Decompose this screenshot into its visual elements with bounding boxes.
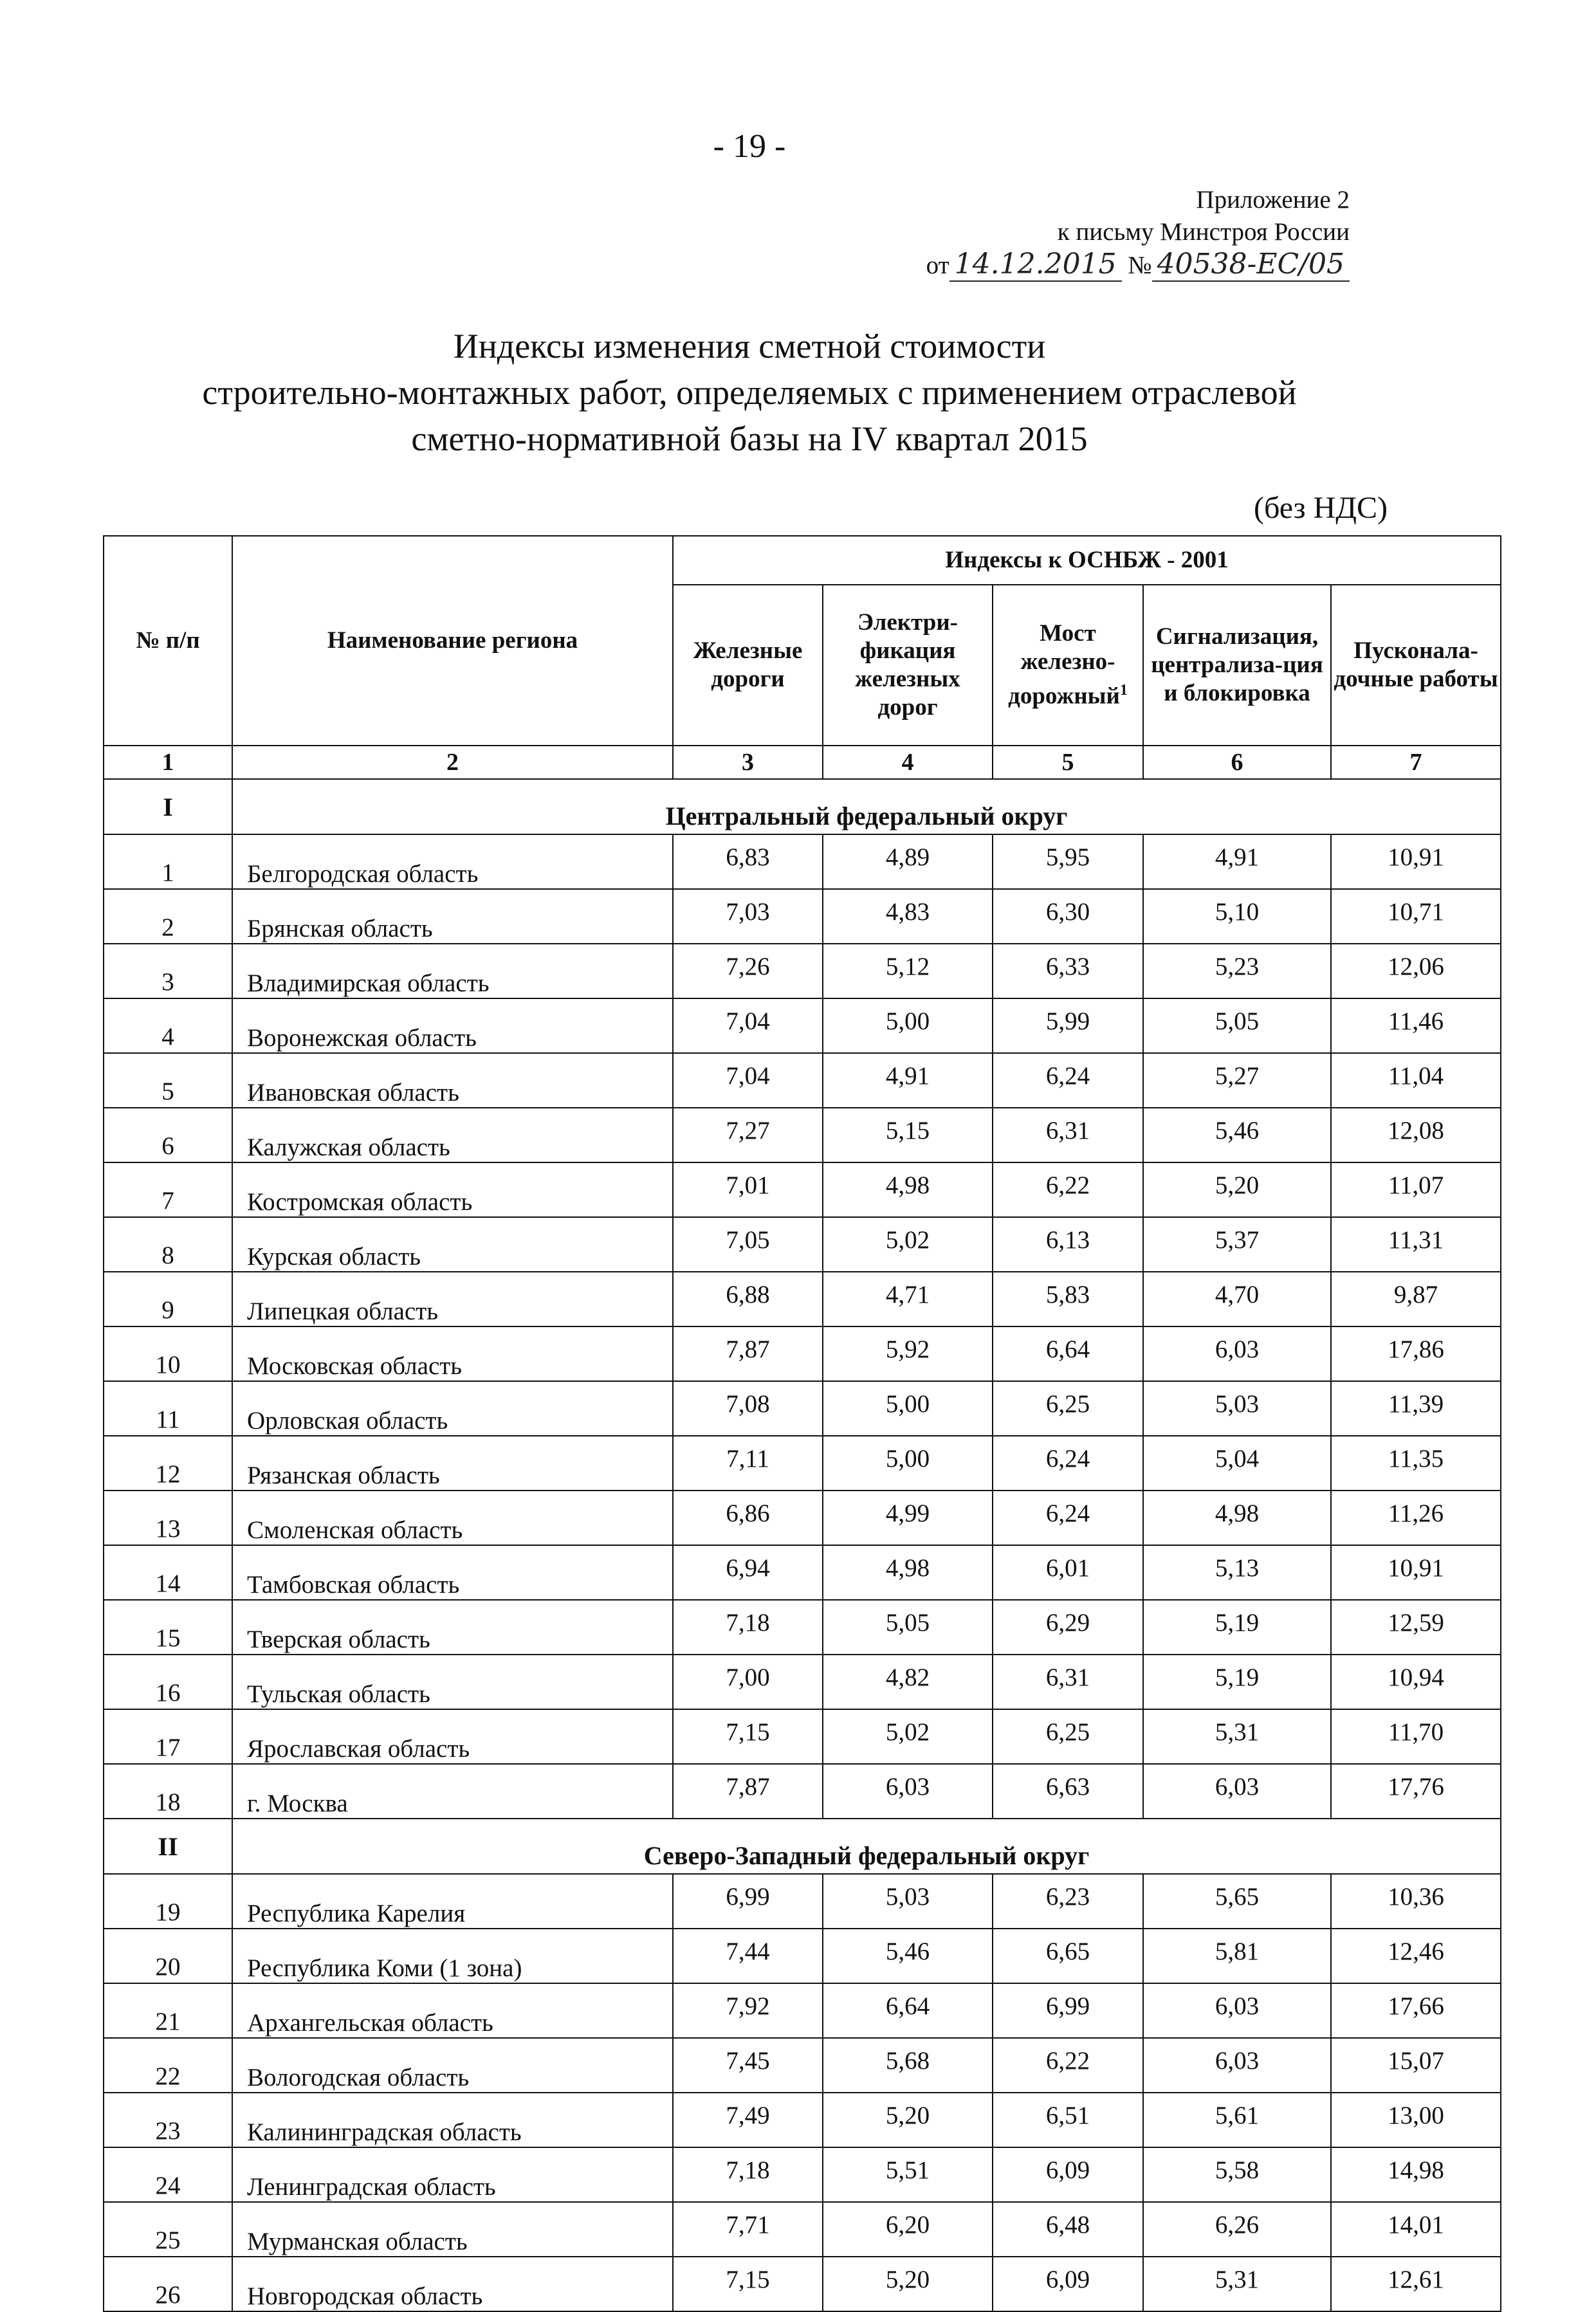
electrification-index: 4,83: [823, 889, 993, 944]
region-name: Белгородская область: [232, 834, 673, 889]
from-prefix: от: [926, 252, 949, 279]
row-number: 4: [104, 998, 232, 1053]
commissioning-index: 12,61: [1331, 2257, 1501, 2311]
railways-index: 6,86: [673, 1491, 823, 1545]
bridge-index: 6,51: [993, 2093, 1143, 2147]
table-row: [104, 944, 1501, 998]
commissioning-index: 10,71: [1331, 889, 1501, 944]
header-index-group: Индексы к ОСНБЖ - 2001: [673, 536, 1501, 585]
region-name: Ленинградская область: [232, 2147, 673, 2202]
bridge-index: 6,31: [993, 1108, 1143, 1162]
table-row: [104, 1983, 1501, 2038]
table-row: [104, 1600, 1501, 1655]
header-signaling: Сигнализация, централиза-ция и блокировка: [1143, 585, 1331, 746]
signaling-index: 5,20: [1143, 1162, 1331, 1217]
commissioning-index: 10,94: [1331, 1655, 1501, 1709]
commissioning-index: 17,86: [1331, 1326, 1501, 1381]
commissioning-index: 17,76: [1331, 1764, 1501, 1819]
signaling-index: 5,19: [1143, 1600, 1331, 1655]
table-row: [104, 2147, 1501, 2202]
header-number: № п/п: [104, 536, 232, 746]
railways-index: 7,45: [673, 2038, 823, 2093]
bridge-index: 6,63: [993, 1764, 1143, 1819]
region-name: Ярославская область: [232, 1709, 673, 1764]
signaling-index: 5,04: [1143, 1436, 1331, 1491]
signaling-index: 5,58: [1143, 2147, 1331, 2202]
table-row: [104, 1436, 1501, 1491]
region-name: Мурманская область: [232, 2202, 673, 2257]
table-row: [104, 1764, 1501, 1819]
row-number: 2: [104, 889, 232, 944]
railways-index: 7,04: [673, 1053, 823, 1108]
row-number: 10: [104, 1326, 232, 1381]
region-name: Тверская область: [232, 1600, 673, 1655]
commissioning-index: 12,59: [1331, 1600, 1501, 1655]
table-row: [104, 998, 1501, 1053]
col-number: 4: [823, 746, 993, 779]
region-name: Тульская область: [232, 1655, 673, 1709]
row-number: 6: [104, 1108, 232, 1162]
bridge-index: 6,29: [993, 1600, 1143, 1655]
region-name: Брянская область: [232, 889, 673, 944]
electrification-index: 5,05: [823, 1600, 993, 1655]
commissioning-index: 12,06: [1331, 944, 1501, 998]
bridge-index: 6,22: [993, 2038, 1143, 2093]
appendix-letter-ref: к письму Минстроя России: [1057, 218, 1350, 246]
railways-index: 7,15: [673, 1709, 823, 1764]
electrification-index: 5,02: [823, 1217, 993, 1272]
row-number: 9: [104, 1272, 232, 1326]
row-number: 16: [104, 1655, 232, 1709]
signaling-index: 5,61: [1143, 2093, 1331, 2147]
row-number: 12: [104, 1436, 232, 1491]
row-number: 20: [104, 1929, 232, 1983]
table-row: [104, 834, 1501, 889]
bridge-index: 6,24: [993, 1491, 1143, 1545]
signaling-index: 5,19: [1143, 1655, 1331, 1709]
electrification-index: 5,68: [823, 2038, 993, 2093]
row-number: 3: [104, 944, 232, 998]
bridge-index: 5,95: [993, 834, 1143, 889]
commissioning-index: 15,07: [1331, 2038, 1501, 2093]
bridge-index: 6,23: [993, 1874, 1143, 1929]
col-number: 7: [1331, 746, 1501, 779]
railways-index: 7,11: [673, 1436, 823, 1491]
signaling-index: 5,23: [1143, 944, 1331, 998]
column-number-row: [104, 746, 1501, 779]
row-number: 22: [104, 2038, 232, 2093]
electrification-index: 6,03: [823, 1764, 993, 1819]
table-row: [104, 1491, 1501, 1545]
commissioning-index: 11,31: [1331, 1217, 1501, 1272]
title-line-3: сметно-нормативной базы на IV квартал 2015: [411, 419, 1088, 458]
appendix-block: [926, 184, 1350, 282]
railways-index: 7,71: [673, 2202, 823, 2257]
row-number: 5: [104, 1053, 232, 1108]
commissioning-index: 11,07: [1331, 1162, 1501, 1217]
col-number: 6: [1143, 746, 1331, 779]
commissioning-index: 13,00: [1331, 2093, 1501, 2147]
bridge-index: 6,25: [993, 1381, 1143, 1436]
row-number: 14: [104, 1545, 232, 1600]
electrification-index: 5,51: [823, 2147, 993, 2202]
railways-index: 7,05: [673, 1217, 823, 1272]
railways-index: 6,99: [673, 1874, 823, 1929]
signaling-index: 6,03: [1143, 1764, 1331, 1819]
table-row: [104, 1381, 1501, 1436]
commissioning-index: 11,26: [1331, 1491, 1501, 1545]
signaling-index: 5,31: [1143, 2257, 1331, 2311]
railways-index: 7,18: [673, 1600, 823, 1655]
commissioning-index: 10,91: [1331, 1545, 1501, 1600]
table-row: [104, 1655, 1501, 1709]
region-name: Орловская область: [232, 1381, 673, 1436]
header-bridge-label: Мост железно-дорожный: [1008, 620, 1120, 710]
title-line-2: строительно-монтажных работ, определяемых с применением отраслевой: [202, 373, 1297, 412]
signaling-index: 5,27: [1143, 1053, 1331, 1108]
electrification-index: 4,82: [823, 1655, 993, 1709]
bridge-index: 6,99: [993, 1983, 1143, 2038]
electrification-index: 5,00: [823, 1436, 993, 1491]
bridge-index: 6,25: [993, 1709, 1143, 1764]
bridge-index: 5,83: [993, 1272, 1143, 1326]
bridge-index: 6,24: [993, 1436, 1143, 1491]
table-row: [104, 1545, 1501, 1600]
electrification-index: 5,00: [823, 998, 993, 1053]
signaling-index: 5,81: [1143, 1929, 1331, 1983]
region-name: Московская область: [232, 1326, 673, 1381]
region-name: Вологодская область: [232, 2038, 673, 2093]
signaling-index: 4,98: [1143, 1491, 1331, 1545]
electrification-index: 5,03: [823, 1874, 993, 1929]
region-name: Калужская область: [232, 1108, 673, 1162]
signaling-index: 5,46: [1143, 1108, 1331, 1162]
region-name: Курская область: [232, 1217, 673, 1272]
signaling-index: 6,03: [1143, 2038, 1331, 2093]
row-number: 11: [104, 1381, 232, 1436]
header-electrification: Электри-фикация железных дорог: [823, 585, 993, 746]
header-railways: Железные дороги: [673, 585, 823, 746]
railways-index: 7,49: [673, 2093, 823, 2147]
commissioning-index: 10,36: [1331, 1874, 1501, 1929]
commissioning-index: 10,91: [1331, 834, 1501, 889]
railways-index: 7,87: [673, 1326, 823, 1381]
section-row: [104, 779, 1501, 834]
col-number: 2: [232, 746, 673, 779]
col-number: 1: [104, 746, 232, 779]
electrification-index: 5,12: [823, 944, 993, 998]
header-region: Наименование региона: [232, 536, 673, 746]
signaling-index: 6,26: [1143, 2202, 1331, 2257]
railways-index: 7,87: [673, 1764, 823, 1819]
row-number: 17: [104, 1709, 232, 1764]
indices-table: [103, 535, 1501, 2312]
appendix-date-number: [926, 248, 1350, 282]
bridge-index: 6,09: [993, 2147, 1143, 2202]
section-roman-numeral: I: [104, 779, 232, 834]
table-row: [104, 1272, 1501, 1326]
commissioning-index: 9,87: [1331, 1272, 1501, 1326]
table-row: [104, 889, 1501, 944]
section-roman-numeral: II: [104, 1819, 232, 1874]
row-number: 15: [104, 1600, 232, 1655]
table-row: [104, 1326, 1501, 1381]
railways-index: 7,27: [673, 1108, 823, 1162]
commissioning-index: 12,08: [1331, 1108, 1501, 1162]
table-row: [104, 1929, 1501, 1983]
title-line-1: Индексы изменения сметной стоимости: [453, 327, 1046, 365]
row-number: 1: [104, 834, 232, 889]
signaling-index: 5,31: [1143, 1709, 1331, 1764]
railways-index: 6,83: [673, 834, 823, 889]
commissioning-index: 11,70: [1331, 1709, 1501, 1764]
railways-index: 7,92: [673, 1983, 823, 2038]
handwritten-number: 40538-ЕС/05: [1152, 248, 1350, 282]
railways-index: 6,94: [673, 1545, 823, 1600]
region-name: Рязанская область: [232, 1436, 673, 1491]
electrification-index: 5,20: [823, 2257, 993, 2311]
bridge-index: 6,24: [993, 1053, 1143, 1108]
railways-index: 7,04: [673, 998, 823, 1053]
electrification-index: 5,00: [823, 1381, 993, 1436]
railways-index: 7,18: [673, 2147, 823, 2202]
signaling-index: 4,70: [1143, 1272, 1331, 1326]
region-name: Республика Коми (1 зона): [232, 1929, 673, 1983]
row-number: 25: [104, 2202, 232, 2257]
table-row: [104, 1217, 1501, 1272]
section-row: [104, 1819, 1501, 1874]
electrification-index: 6,64: [823, 1983, 993, 2038]
table-row: [104, 1709, 1501, 1764]
document-title: [0, 323, 1499, 462]
electrification-index: 4,91: [823, 1053, 993, 1108]
page-number: - 19 -: [713, 128, 786, 165]
signaling-index: 5,05: [1143, 998, 1331, 1053]
bridge-index: 6,31: [993, 1655, 1143, 1709]
row-number: 8: [104, 1217, 232, 1272]
bridge-index: 6,01: [993, 1545, 1143, 1600]
region-name: Владимирская область: [232, 944, 673, 998]
signaling-index: 4,91: [1143, 834, 1331, 889]
electrification-index: 4,98: [823, 1545, 993, 1600]
bridge-index: 6,65: [993, 1929, 1143, 1983]
bridge-index: 6,30: [993, 889, 1143, 944]
bridge-index: 6,22: [993, 1162, 1143, 1217]
region-name: Воронежская область: [232, 998, 673, 1053]
commissioning-index: 11,04: [1331, 1053, 1501, 1108]
commissioning-index: 14,98: [1331, 2147, 1501, 2202]
electrification-index: 6,20: [823, 2202, 993, 2257]
handwritten-date: 14.12.2015: [949, 248, 1122, 282]
region-name: Ивановская область: [232, 1053, 673, 1108]
electrification-index: 4,98: [823, 1162, 993, 1217]
row-number: 7: [104, 1162, 232, 1217]
signaling-index: 5,03: [1143, 1381, 1331, 1436]
bridge-index: 6,48: [993, 2202, 1143, 2257]
header-commissioning: Пусконала-дочные работы: [1331, 585, 1501, 746]
row-number: 18: [104, 1764, 232, 1819]
electrification-index: 5,15: [823, 1108, 993, 1162]
table-row: [104, 2038, 1501, 2093]
region-name: Новгородская область: [232, 2257, 673, 2311]
bridge-index: 6,33: [993, 944, 1143, 998]
commissioning-index: 12,46: [1331, 1929, 1501, 1983]
signaling-index: 5,10: [1143, 889, 1331, 944]
region-name: Архангельская область: [232, 1983, 673, 2038]
number-prefix: №: [1128, 252, 1152, 279]
bridge-index: 6,13: [993, 1217, 1143, 1272]
region-name: Тамбовская область: [232, 1545, 673, 1600]
col-number: 5: [993, 746, 1143, 779]
bridge-index: 5,99: [993, 998, 1143, 1053]
appendix-title: Приложение 2: [1196, 186, 1350, 214]
section-name: Северо-Западный федеральный округ: [232, 1819, 1501, 1874]
table-row: [104, 2257, 1501, 2311]
commissioning-index: 17,66: [1331, 1983, 1501, 2038]
region-name: Республика Карелия: [232, 1874, 673, 1929]
signaling-index: 6,03: [1143, 1983, 1331, 2038]
commissioning-index: 14,01: [1331, 2202, 1501, 2257]
commissioning-index: 11,39: [1331, 1381, 1501, 1436]
table-body: [104, 779, 1501, 2311]
electrification-index: 4,71: [823, 1272, 993, 1326]
railways-index: 7,00: [673, 1655, 823, 1709]
electrification-index: 5,46: [823, 1929, 993, 1983]
vat-note: (без НДС): [1253, 491, 1388, 525]
railways-index: 7,44: [673, 1929, 823, 1983]
electrification-index: 4,99: [823, 1491, 993, 1545]
commissioning-index: 11,35: [1331, 1436, 1501, 1491]
bridge-index: 6,64: [993, 1326, 1143, 1381]
row-number: 24: [104, 2147, 232, 2202]
railways-index: 7,26: [673, 944, 823, 998]
region-name: Смоленская область: [232, 1491, 673, 1545]
electrification-index: 4,89: [823, 834, 993, 889]
region-name: Костромская область: [232, 1162, 673, 1217]
region-name: Липецкая область: [232, 1272, 673, 1326]
railways-index: 7,01: [673, 1162, 823, 1217]
signaling-index: 5,65: [1143, 1874, 1331, 1929]
row-number: 19: [104, 1874, 232, 1929]
header-bridge: [993, 585, 1143, 746]
table-row: [104, 1053, 1501, 1108]
electrification-index: 5,20: [823, 2093, 993, 2147]
electrification-index: 5,92: [823, 1326, 993, 1381]
header-bridge-footnote: 1: [1119, 682, 1128, 699]
region-name: г. Москва: [232, 1764, 673, 1819]
table-row: [104, 2093, 1501, 2147]
row-number: 23: [104, 2093, 232, 2147]
table-row: [104, 1874, 1501, 1929]
table-row: [104, 2202, 1501, 2257]
railways-index: 7,03: [673, 889, 823, 944]
col-number: 3: [673, 746, 823, 779]
signaling-index: 6,03: [1143, 1326, 1331, 1381]
table-row: [104, 1162, 1501, 1217]
row-number: 21: [104, 1983, 232, 2038]
railways-index: 7,08: [673, 1381, 823, 1436]
table-row: [104, 1108, 1501, 1162]
commissioning-index: 11,46: [1331, 998, 1501, 1053]
section-name: Центральный федеральный округ: [232, 779, 1501, 834]
railways-index: 7,15: [673, 2257, 823, 2311]
signaling-index: 5,37: [1143, 1217, 1331, 1272]
railways-index: 6,88: [673, 1272, 823, 1326]
bridge-index: 6,09: [993, 2257, 1143, 2311]
region-name: Калининградская область: [232, 2093, 673, 2147]
row-number: 13: [104, 1491, 232, 1545]
signaling-index: 5,13: [1143, 1545, 1331, 1600]
row-number: 26: [104, 2257, 232, 2311]
electrification-index: 5,02: [823, 1709, 993, 1764]
